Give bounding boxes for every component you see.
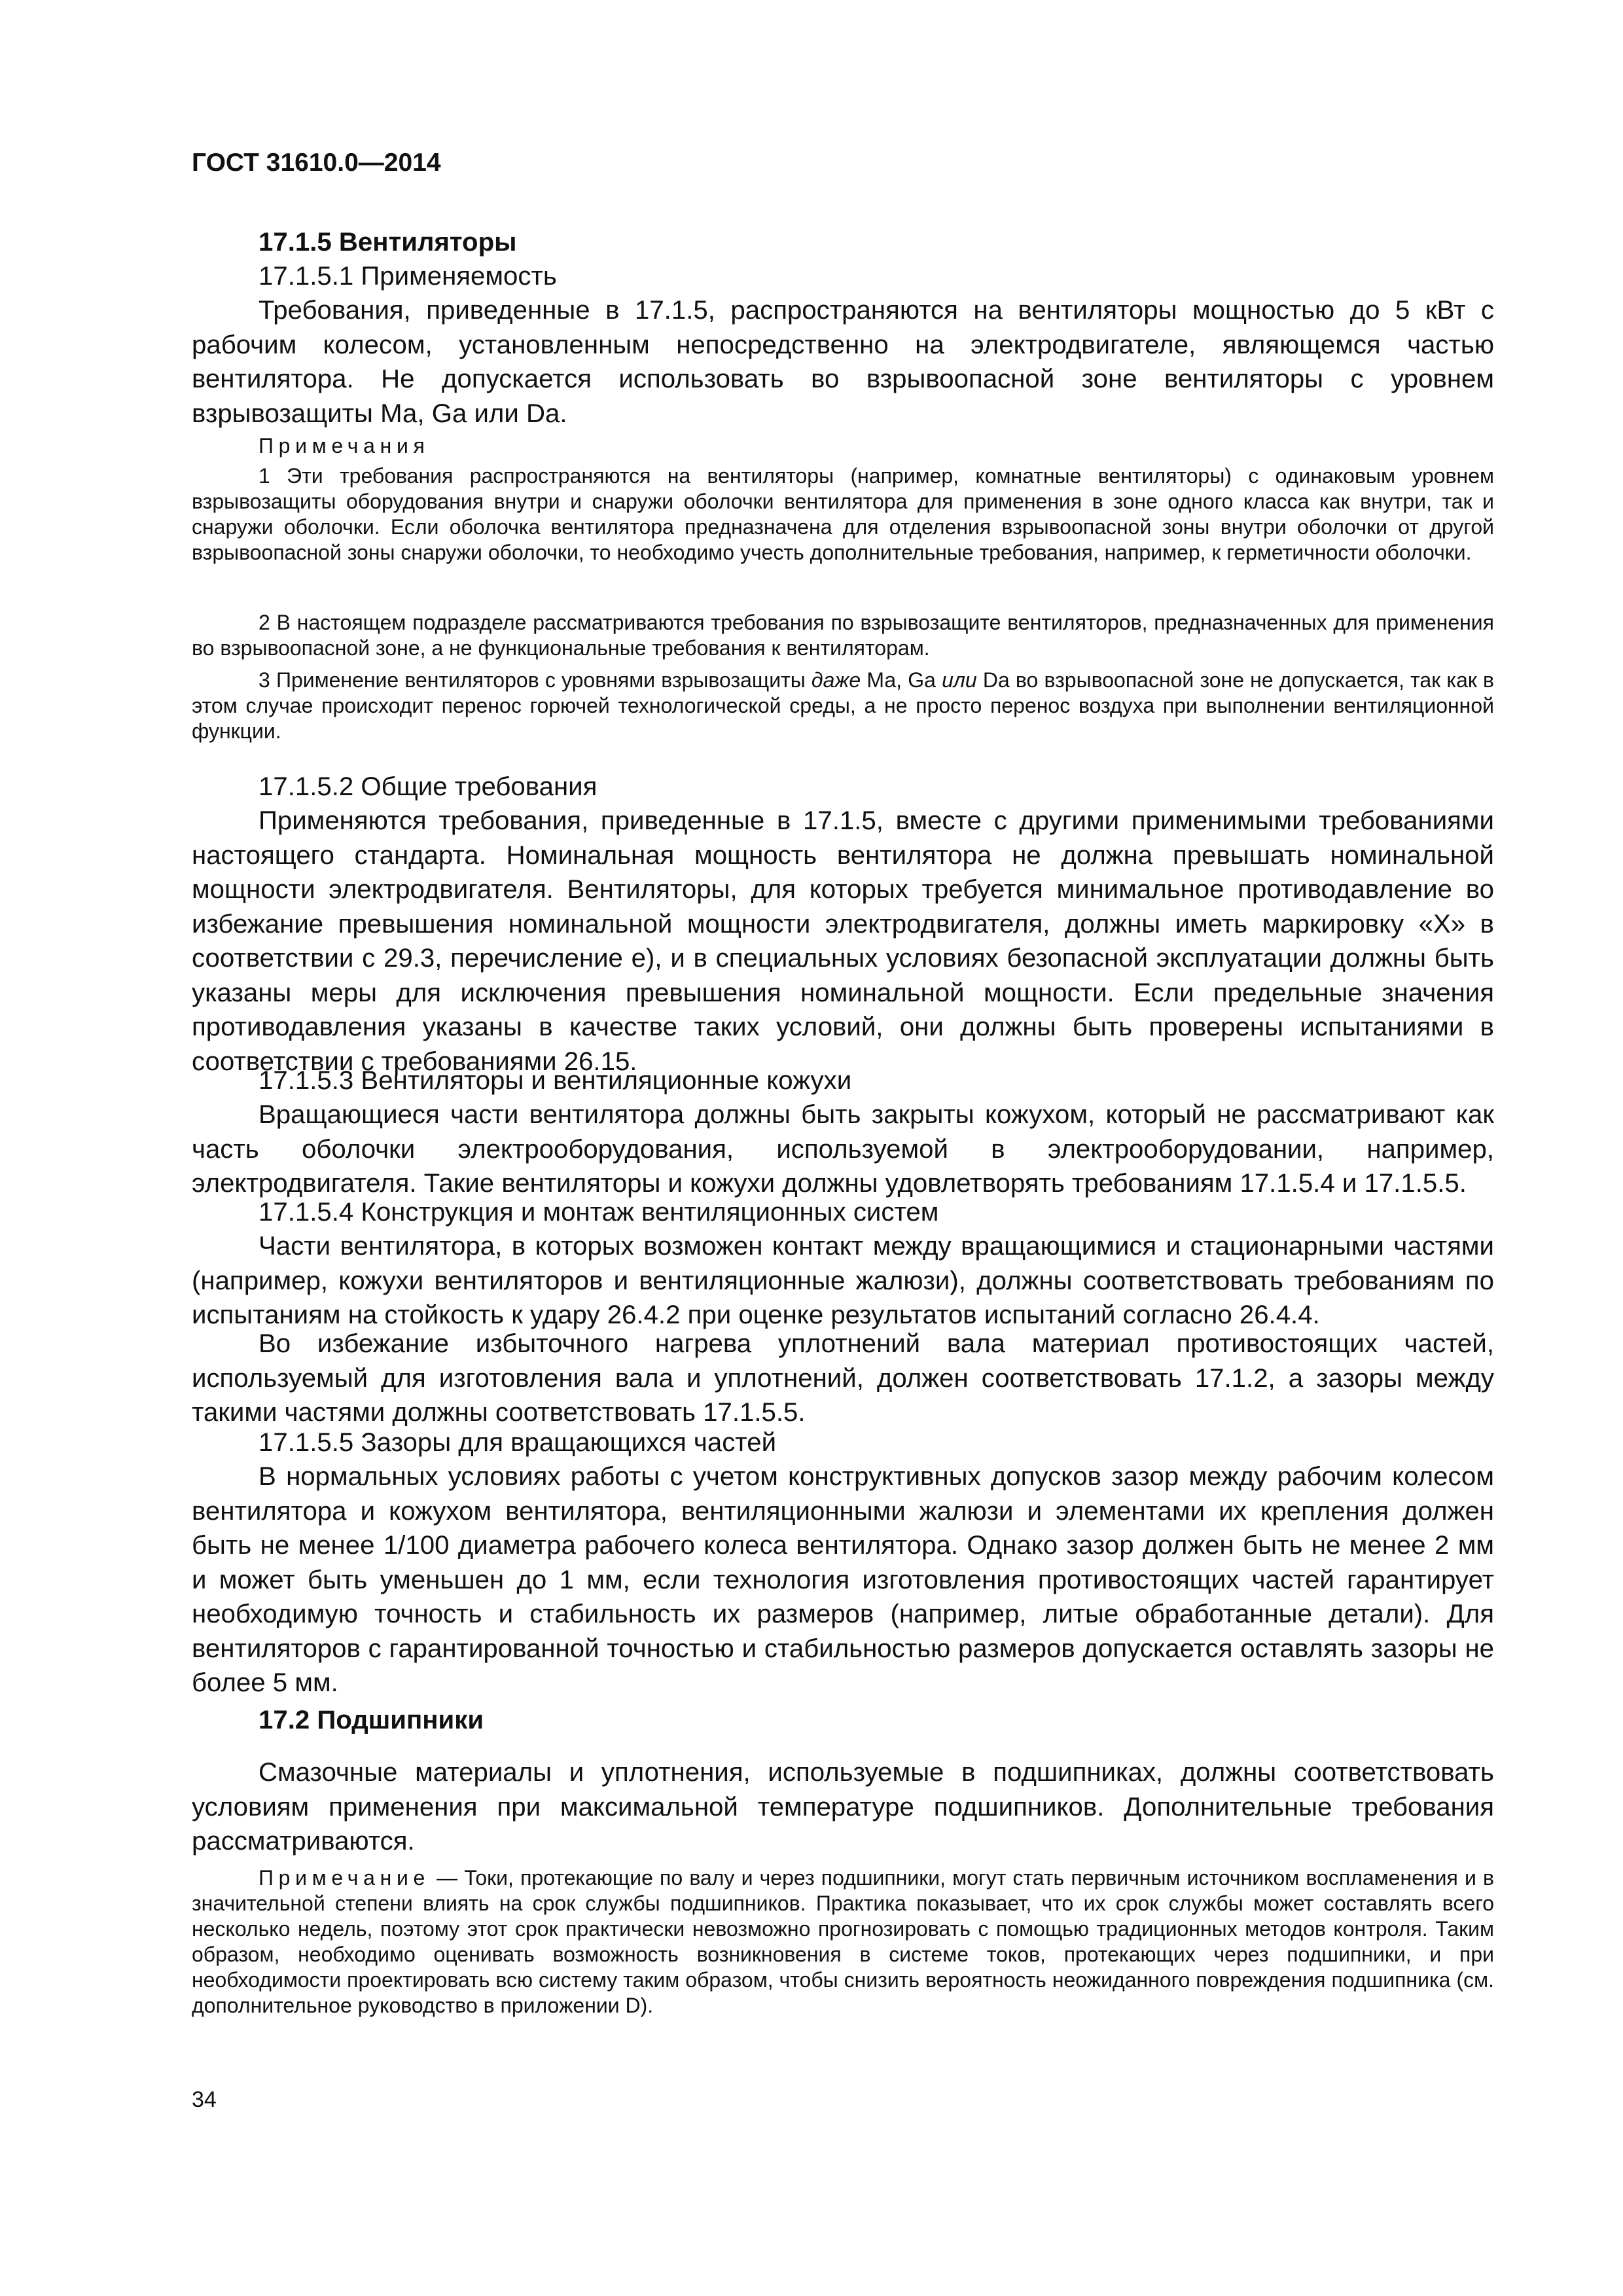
note-17-2-label: Примечание (259, 1866, 431, 1890)
section-title-17-1-5: 17.1.5 Вентиляторы (259, 227, 517, 257)
note-17-2 (192, 1865, 1494, 2018)
note-1: 1 Эти требования распространяются на вентиляторы (например, комнатные вентиляторы) с одинаковым уровнем взрывозащиты оборудования внутри и снаружи оболочки вентилятора для применения в зоне одного класса как внутри, так и снаружи оболочки. Если оболочка вентилятора предназначена для отделения взрывоопасной зоны внутри оболочки от другой взрывоопасной зоны снаружи оболочки, то необходимо учесть дополнительные требования, например, к герметичности оболочки. (192, 464, 1494, 564)
note-3-part-a: 3 Применение вентиляторов с уровнями взрывозащиты (259, 668, 812, 692)
section-title-17-2: 17.2 Подшипники (259, 1705, 484, 1734)
subsection-title-17-1-5-3: 17.1.5.3 Вентиляторы и вентиляционные кожухи (259, 1066, 852, 1095)
subsection-title-17-1-5-5: 17.1.5.5 Зазоры для вращающихся частей (259, 1427, 777, 1457)
subsection-title-17-1-5-2: 17.1.5.2 Общие требования (259, 772, 597, 801)
note-3-part-c: Da во взрывоопасной зоне не допускается, так как в этом случае происходит перенос горючей технологической среды, а не просто перенос воздуха при выполнении вентиляционной функции. (192, 668, 1495, 743)
subsection-title-17-1-5-1: 17.1.5.1 Применяемость (259, 261, 557, 291)
note-2: 2 В настоящем подразделе рассматриваются требования по взрывозащите вентиляторов, предназначенных для применения во взрывоопасной зоне, а не функциональные требования к вентиляторам. (192, 611, 1494, 660)
paragraph-17-1-5-5: В нормальных условиях работы с учетом конструктивных допусков зазор между рабочим колесом вентилятора и кожухом вентилятора, вентиляционными жалюзи и элементами их крепления должен быть не менее 1/100 диаметра рабочего колеса вентилятора. Однако зазор должен быть не менее 2 мм и может быть уменьшен до 1 мм, если технология изготовления противостоящих частей гарантирует необходимую точность и стабильность их размеров (например, литые обработанные детали). Для вентиляторов с гарантированной точностью и стабильностью размеров допускается оставлять зазоры не более 5 мм. (192, 1462, 1494, 1697)
note-3-italic-2: или (942, 668, 977, 692)
paragraph-17-2: Смазочные материалы и уплотнения, используемые в подшипниках, должны соответствовать условиям применения при максимальной температуре подшипников. Дополнительные требования рассматриваются. (192, 1757, 1494, 1856)
page-number: 34 (192, 2087, 217, 2112)
document-page (192, 0, 1494, 2296)
paragraph-17-1-5-2: Применяются требования, приведенные в 17.1.5, вместе с другими применимыми требованиями настоящего стандарта. Номинальная мощность вентилятора не должна превышать номинальной мощности электродвигателя. Вентиляторы, для которых требуется минимальное противодавление во избежание превышения номинальной мощности электродвигателя, должны иметь маркировку «X» в соответствии с 29.3, перечисление е), и в специальных условиях безопасной эксплуатации должны быть указаны меры для исключения превышения номинальной мощности. Если предельные значения противодавления указаны в качестве таких условий, они должны быть проверены испытаниями в соответствии с требованиями 26.15. (192, 806, 1494, 1076)
note-3 (192, 668, 1494, 744)
paragraph-17-1-5-1: Требования, приведенные в 17.1.5, распространяются на вентиляторы мощностью до 5 кВт с рабочим колесом, установленным непосредственно на электродвигателе, являющемся частью вентилятора. Не допускается использовать во взрывоопасной зоне вентиляторы с уровнем взрывозащиты Ма, Ga или Da. (192, 295, 1494, 428)
paragraph-17-1-5-3: Вращающиеся части вентилятора должны быть закрыты кожухом, который не рассматривают как часть оболочки электрооборудования, используемой в электрооборудовании, например, электродвигателя. Такие вентиляторы и кожухи должны удовлетворять требованиям 17.1.5.4 и 17.1.5.5. (192, 1100, 1494, 1198)
note-3-italic-1: даже (811, 668, 861, 692)
paragraph-17-1-5-4-b: Во избежание избыточного нагрева уплотнений вала материал противостоящих частей, используемый для изготовления вала и уплотнений, должен соответствовать 17.1.2, а зазоры между такими частями должны соответствовать 17.1.5.5. (192, 1329, 1494, 1427)
notes-heading: Примечания (259, 434, 430, 457)
note-17-2-text: — Токи, протекающие по валу и через подшипники, могут стать первичным источником воспламенения и в значительной степени влиять на срок службы подшипников. Практика показывает, что их срок службы может составлять всего несколько недель, поэтому этот срок практически невозможно прогнозировать с помощью традиционных методов контроля. Таким образом, необходимо оценивать возможность возникновения в системе токов, протекающих через подшипники, и при необходимости проектировать всю систему таким образом, чтобы снизить вероятность неожиданного повреждения подшипника (см. дополнительное руководство в приложении D). (192, 1866, 1494, 2017)
paragraph-17-1-5-4-a: Части вентилятора, в которых возможен контакт между вращающимися и стационарными частями (например, кожухи вентиляторов и вентиляционные жалюзи), должны соответствовать требованиям по испытаниям на стойкость к удару 26.4.2 при оценке результатов испытаний согласно 26.4.4. (192, 1231, 1494, 1329)
note-3-part-b: Ма, Ga (861, 668, 942, 692)
subsection-title-17-1-5-4: 17.1.5.4 Конструкция и монтаж вентиляционных систем (259, 1197, 939, 1227)
document-header: ГОСТ 31610.0—2014 (192, 149, 441, 177)
